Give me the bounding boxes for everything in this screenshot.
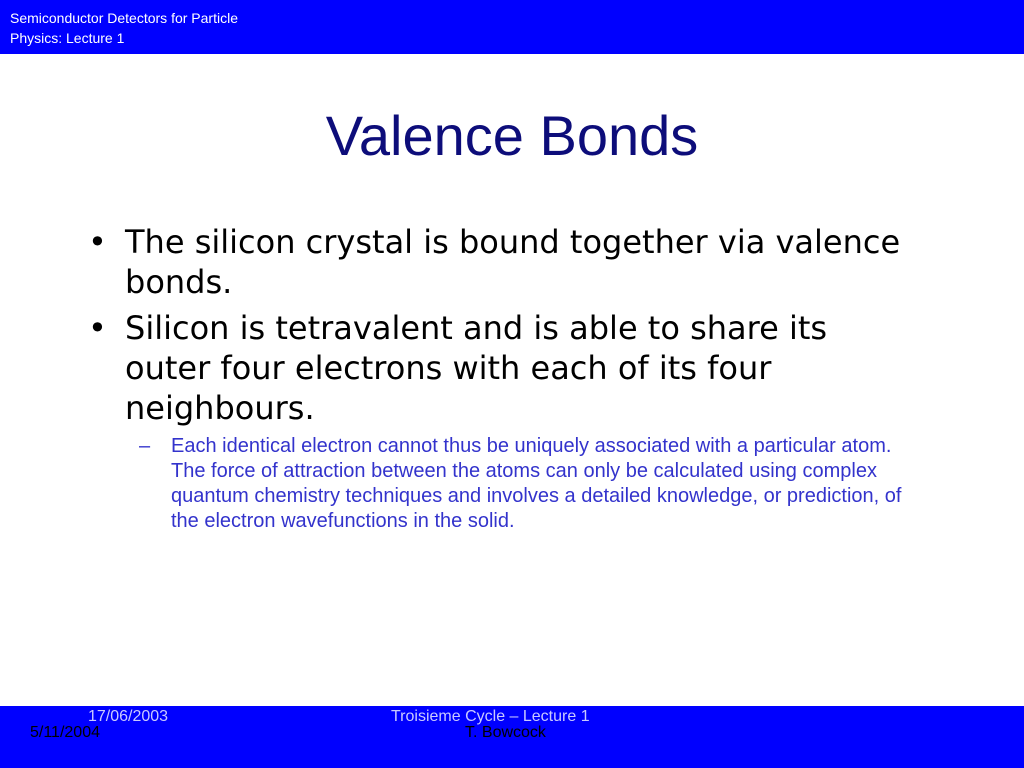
footer-date: 5/11/2004	[30, 724, 100, 741]
bullet-marker: •	[88, 223, 107, 261]
course-title-line-2: Physics: Lecture 1	[10, 30, 125, 46]
footer-author: T. Bowcock	[465, 724, 546, 741]
footer-date-overlay: 17/06/2003	[88, 708, 169, 725]
sub-bullet-marker: –	[139, 435, 151, 457]
course-title	[10, 8, 310, 48]
bullet-text: The silicon crystal is bound together via valence bonds.	[125, 223, 901, 301]
bullet-text: Silicon is tetravalent and is able to share its outer four electrons with each of its four neighbours.	[125, 309, 828, 427]
sub-bullet-text: Each identical electron cannot thus be uniquely associated with a particular atom. The force of attraction between the atoms can only be calculated using complex quantum chemistry techniques and involves a detailed knowledge, or prediction, of the electron wavefunctions in the solid.	[171, 435, 902, 532]
sub-bullet-item	[139, 434, 908, 534]
slide-title: Valence Bonds	[325, 104, 699, 167]
bullet-marker: •	[88, 309, 107, 347]
footer-course: Troisieme Cycle – Lecture 1	[391, 708, 590, 725]
bullet-item	[88, 222, 908, 302]
bullet-item	[88, 308, 908, 428]
bullet-list	[88, 222, 908, 534]
course-title-line-1: Semiconductor Detectors for Particle	[10, 10, 238, 26]
